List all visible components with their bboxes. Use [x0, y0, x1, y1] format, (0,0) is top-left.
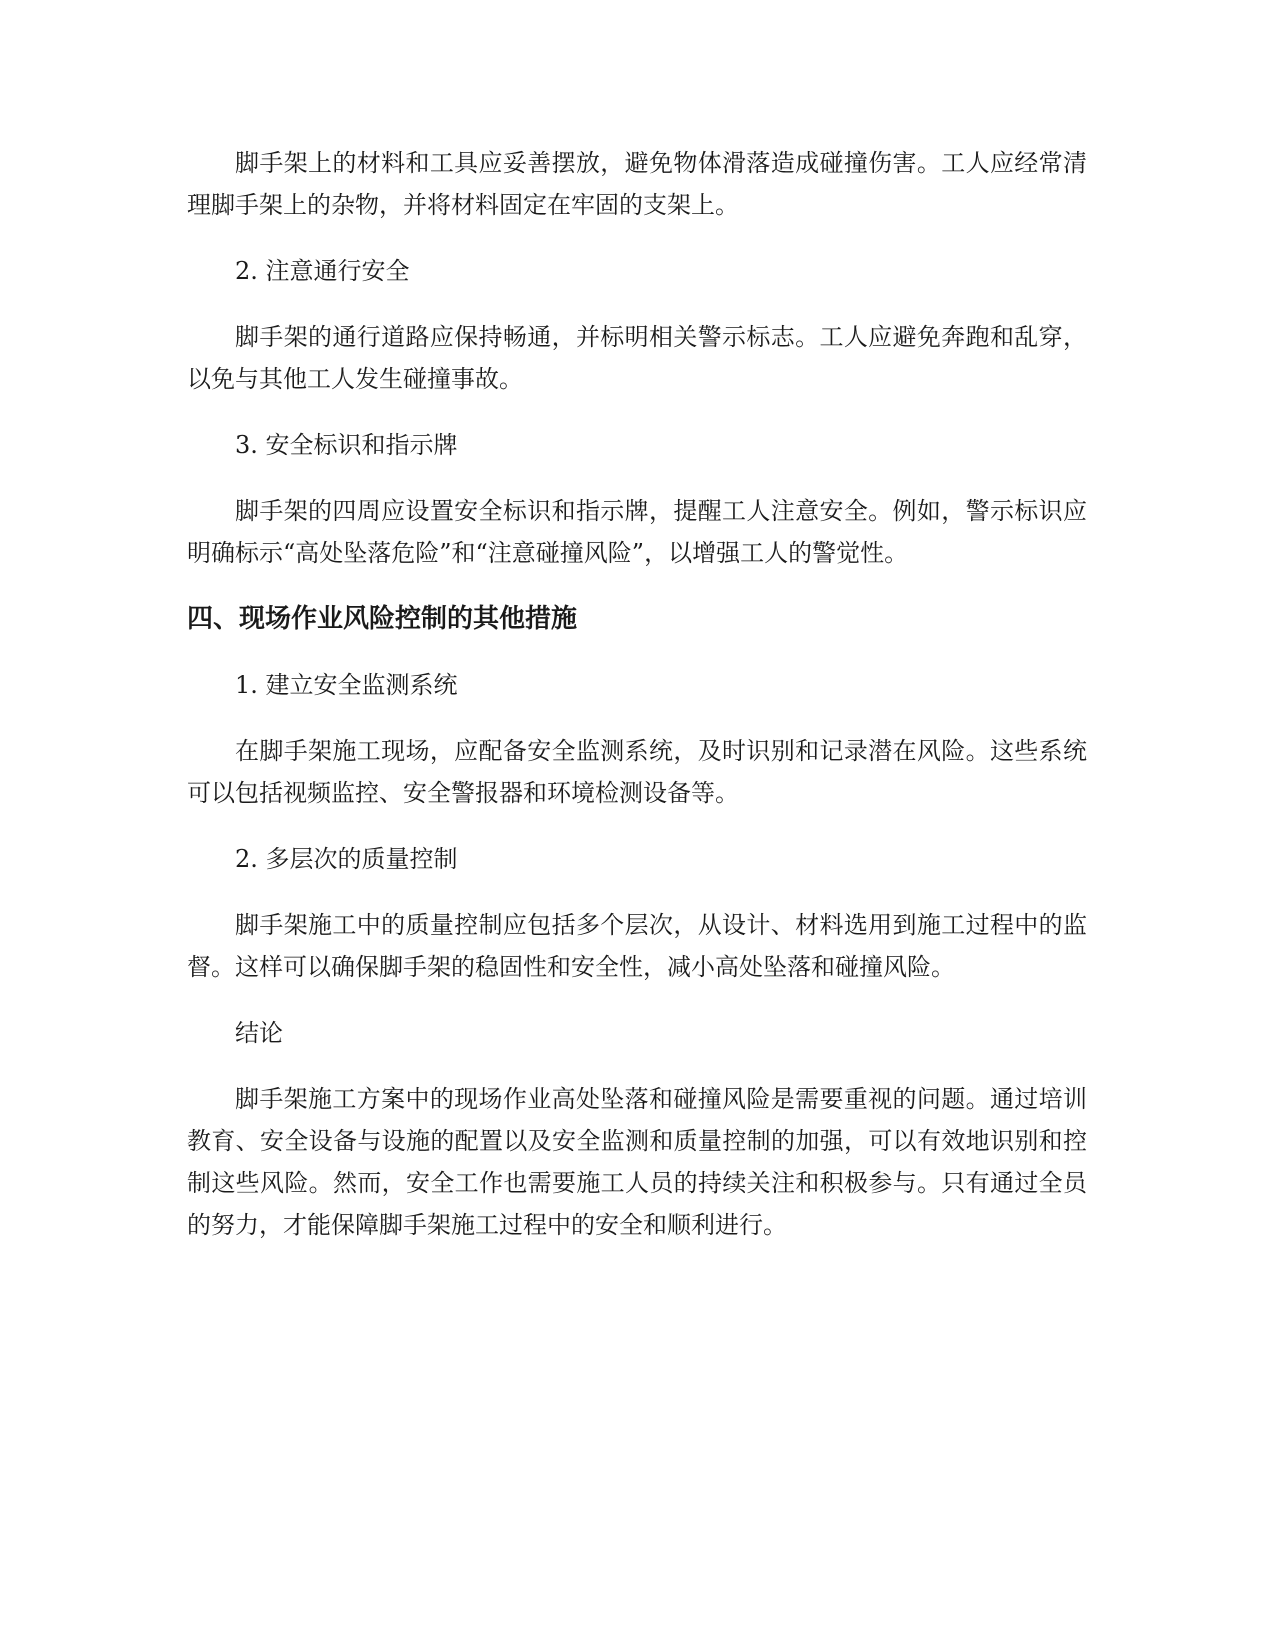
paragraph-traffic: 脚手架的通行道路应保持畅通，并标明相关警示标志。工人应避免奔跑和乱穿，以免与其他工人发生碰撞事故。	[187, 323, 1087, 393]
subheading-monitoring-system: 1. 建立安全监测系统	[235, 671, 458, 699]
paragraph-monitoring: 在脚手架施工现场，应配备安全监测系统，及时识别和记录潜在风险。这些系统可以包括视频监控、安全警报器和环境检测设备等。	[187, 737, 1087, 807]
subheading-quality-control: 2. 多层次的质量控制	[235, 845, 458, 873]
paragraph-signs: 脚手架的四周应设置安全标识和指示牌，提醒工人注意安全。例如，警示标识应明确标示“高处坠落危险”和“注意碰撞风险”，以增强工人的警觉性。	[187, 497, 1087, 567]
section-title-other-measures: 四、现场作业风险控制的其他措施	[187, 604, 578, 634]
paragraph-materials: 脚手架上的材料和工具应妥善摆放，避免物体滑落造成碰撞伤害。工人应经常清理脚手架上的杂物，并将材料固定在牢固的支架上。	[187, 149, 1087, 219]
subheading-conclusion: 结论	[235, 1019, 283, 1047]
subheading-traffic-safety: 2. 注意通行安全	[235, 257, 410, 285]
subheading-safety-signs: 3. 安全标识和指示牌	[235, 431, 458, 459]
paragraph-conclusion: 脚手架施工方案中的现场作业高处坠落和碰撞风险是需要重视的问题。通过培训教育、安全设备与设施的配置以及安全监测和质量控制的加强，可以有效地识别和控制这些风险。然而，安全工作也需要施工人员的持续关注和积极参与。只有通过全员的努力，才能保障脚手架施工过程中的安全和顺利进行。	[187, 1085, 1087, 1239]
document-page	[187, 142, 1087, 1270]
paragraph-quality: 脚手架施工中的质量控制应包括多个层次，从设计、材料选用到施工过程中的监督。这样可以确保脚手架的稳固性和安全性，减小高处坠落和碰撞风险。	[187, 911, 1087, 981]
